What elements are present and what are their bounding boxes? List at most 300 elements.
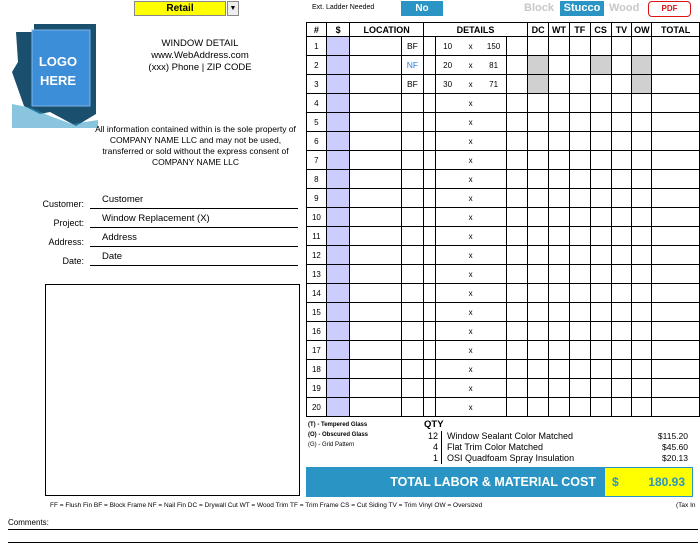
option-wt-cell[interactable] <box>549 341 570 360</box>
material-block-option[interactable]: Block <box>524 2 554 14</box>
option-ow-cell[interactable] <box>632 94 652 113</box>
frame-type-cell[interactable] <box>401 246 423 265</box>
location-cell[interactable] <box>350 37 402 56</box>
option-tv-cell[interactable] <box>611 398 632 417</box>
option-ow-cell[interactable] <box>632 113 652 132</box>
location-cell[interactable] <box>350 379 402 398</box>
location-cell[interactable] <box>350 113 402 132</box>
table-row <box>307 37 700 56</box>
option-tf-cell[interactable] <box>569 265 590 284</box>
option-ow-cell[interactable] <box>632 284 652 303</box>
details-extra-cell[interactable] <box>506 322 528 341</box>
location-cell[interactable] <box>350 227 402 246</box>
ladder-label: Ext. Ladder Needed <box>312 4 375 11</box>
row-sort-cell[interactable] <box>326 265 350 284</box>
spacer-cell <box>423 189 435 208</box>
row-sort-cell[interactable] <box>326 113 350 132</box>
location-cell[interactable] <box>350 75 402 94</box>
row-sort-cell[interactable] <box>326 75 350 94</box>
option-ow-cell[interactable] <box>632 379 652 398</box>
option-tv-cell[interactable] <box>611 341 632 360</box>
row-sort-cell[interactable] <box>326 37 350 56</box>
details-extra-cell[interactable] <box>506 246 528 265</box>
spacer-cell <box>423 322 435 341</box>
row-sort-cell[interactable] <box>326 246 350 265</box>
frame-type-cell[interactable]: BF <box>401 37 423 56</box>
option-tv-cell[interactable] <box>611 56 632 75</box>
option-cs-cell[interactable] <box>590 170 611 189</box>
spacer-cell <box>423 113 435 132</box>
option-dc-cell[interactable] <box>528 189 549 208</box>
dimensions-cell[interactable] <box>435 75 506 94</box>
col-header-tf: TF <box>569 23 590 37</box>
project-field[interactable]: Window Replacement (X) <box>90 212 298 228</box>
option-tf-cell[interactable] <box>569 75 590 94</box>
row-total-cell <box>652 56 700 75</box>
option-wt-cell[interactable] <box>549 170 570 189</box>
spacer-cell <box>423 227 435 246</box>
option-wt-cell[interactable] <box>549 151 570 170</box>
spacer-cell <box>423 284 435 303</box>
option-dc-cell[interactable] <box>528 132 549 151</box>
location-cell[interactable] <box>350 398 402 417</box>
option-cs-cell[interactable] <box>590 56 611 75</box>
location-cell[interactable] <box>350 284 402 303</box>
frame-type-cell[interactable] <box>401 170 423 189</box>
row-number: 16 <box>307 322 327 341</box>
row-number: 5 <box>307 113 327 132</box>
option-tv-cell[interactable] <box>611 113 632 132</box>
option-cs-cell[interactable] <box>590 132 611 151</box>
option-ow-cell[interactable] <box>632 132 652 151</box>
dimensions-cell[interactable] <box>435 303 506 322</box>
option-tf-cell[interactable] <box>569 360 590 379</box>
option-tf-cell[interactable] <box>569 379 590 398</box>
total-amount: 180.93 <box>648 475 685 489</box>
option-tv-cell[interactable] <box>611 170 632 189</box>
option-cs-cell[interactable] <box>590 75 611 94</box>
details-extra-cell[interactable] <box>506 360 528 379</box>
row-sort-cell[interactable] <box>326 170 350 189</box>
option-dc-cell[interactable] <box>528 56 549 75</box>
option-cs-cell[interactable] <box>590 303 611 322</box>
frame-type-cell[interactable] <box>401 379 423 398</box>
option-tf-cell[interactable] <box>569 170 590 189</box>
option-ow-cell[interactable] <box>632 246 652 265</box>
row-total-cell <box>652 75 700 94</box>
option-tv-cell[interactable] <box>611 189 632 208</box>
dimensions-cell[interactable] <box>435 360 506 379</box>
option-tf-cell[interactable] <box>569 284 590 303</box>
option-wt-cell[interactable] <box>549 284 570 303</box>
option-cs-cell[interactable] <box>590 94 611 113</box>
option-dc-cell[interactable] <box>528 322 549 341</box>
option-ow-cell[interactable] <box>632 398 652 417</box>
frame-type-cell[interactable] <box>401 303 423 322</box>
document-title: WINDOW DETAIL <box>161 38 239 49</box>
row-sort-cell[interactable] <box>326 284 350 303</box>
option-cs-cell[interactable] <box>590 265 611 284</box>
option-tf-cell[interactable] <box>569 132 590 151</box>
option-dc-cell[interactable] <box>528 360 549 379</box>
option-ow-cell[interactable] <box>632 341 652 360</box>
dimensions-cell[interactable] <box>435 208 506 227</box>
row-sort-cell[interactable] <box>326 151 350 170</box>
details-extra-cell[interactable] <box>506 208 528 227</box>
option-dc-cell[interactable] <box>528 246 549 265</box>
row-sort-cell[interactable] <box>326 56 350 75</box>
window-table <box>306 22 700 417</box>
row-sort-cell[interactable] <box>326 379 350 398</box>
details-extra-cell[interactable] <box>506 227 528 246</box>
dimensions-cell[interactable] <box>435 170 506 189</box>
option-wt-cell[interactable] <box>549 322 570 341</box>
extra-item-desc: Flat Trim Color Matched <box>447 442 544 452</box>
frame-type-cell[interactable] <box>401 265 423 284</box>
option-dc-cell[interactable] <box>528 75 549 94</box>
option-tv-cell[interactable] <box>611 303 632 322</box>
total-label: TOTAL LABOR & MATERIAL COST <box>306 467 604 497</box>
option-tv-cell[interactable] <box>611 265 632 284</box>
option-dc-cell[interactable] <box>528 341 549 360</box>
location-cell[interactable] <box>350 189 402 208</box>
row-sort-cell[interactable] <box>326 227 350 246</box>
option-cs-cell[interactable] <box>590 113 611 132</box>
option-tf-cell[interactable] <box>569 246 590 265</box>
glass-grid: (G) - Grid Pattern <box>308 442 355 448</box>
option-ow-cell[interactable] <box>632 56 652 75</box>
details-extra-cell[interactable] <box>506 189 528 208</box>
table-row <box>307 284 700 303</box>
option-wt-cell[interactable] <box>549 113 570 132</box>
dimensions-cell[interactable] <box>435 284 506 303</box>
spacer-cell <box>423 151 435 170</box>
dimensions-cell[interactable] <box>435 56 506 75</box>
option-wt-cell[interactable] <box>549 303 570 322</box>
sketch-area[interactable] <box>45 284 300 496</box>
option-tf-cell[interactable] <box>569 113 590 132</box>
frame-type-cell[interactable] <box>401 151 423 170</box>
option-wt-cell[interactable] <box>549 189 570 208</box>
option-dc-cell[interactable] <box>528 151 549 170</box>
option-wt-cell[interactable] <box>549 360 570 379</box>
times-sign: x <box>468 288 473 298</box>
row-number: 1 <box>307 37 327 56</box>
option-cs-cell[interactable] <box>590 360 611 379</box>
row-number: 9 <box>307 189 327 208</box>
times-sign: x <box>468 174 473 184</box>
extra-item-qty[interactable]: 4 <box>424 442 442 453</box>
option-wt-cell[interactable] <box>549 208 570 227</box>
option-ow-cell[interactable] <box>632 151 652 170</box>
option-dc-cell[interactable] <box>528 398 549 417</box>
option-ow-cell[interactable] <box>632 75 652 94</box>
frame-type-cell[interactable] <box>401 189 423 208</box>
option-tv-cell[interactable] <box>611 151 632 170</box>
dimensions-cell[interactable] <box>435 341 506 360</box>
company-logo <box>10 22 102 128</box>
details-extra-cell[interactable] <box>506 113 528 132</box>
details-extra-cell[interactable] <box>506 151 528 170</box>
dimensions-cell[interactable] <box>435 189 506 208</box>
location-cell[interactable] <box>350 265 402 284</box>
dimensions-cell[interactable] <box>435 246 506 265</box>
spacer-cell <box>423 170 435 189</box>
ladder-toggle[interactable]: No <box>401 1 443 16</box>
option-tf-cell[interactable] <box>569 94 590 113</box>
option-tf-cell[interactable] <box>569 151 590 170</box>
width-value[interactable]: 30 <box>443 79 453 89</box>
option-cs-cell[interactable] <box>590 189 611 208</box>
option-ow-cell[interactable] <box>632 322 652 341</box>
frame-type-cell[interactable] <box>401 113 423 132</box>
row-sort-cell[interactable] <box>326 303 350 322</box>
details-extra-cell[interactable] <box>506 37 528 56</box>
frame-type-cell[interactable] <box>401 341 423 360</box>
material-stucco-option[interactable]: Stucco <box>560 1 604 16</box>
option-cs-cell[interactable] <box>590 398 611 417</box>
location-cell[interactable] <box>350 94 402 113</box>
option-ow-cell[interactable] <box>632 227 652 246</box>
times-sign: x <box>468 269 473 279</box>
details-extra-cell[interactable] <box>506 132 528 151</box>
option-cs-cell[interactable] <box>590 37 611 56</box>
option-tf-cell[interactable] <box>569 189 590 208</box>
extra-item-qty[interactable]: 1 <box>424 453 442 464</box>
dimensions-cell[interactable] <box>435 37 506 56</box>
option-cs-cell[interactable] <box>590 151 611 170</box>
pricing-mode-select[interactable]: Retail <box>134 1 226 16</box>
extra-item-desc: Window Sealant Color Matched <box>447 431 574 441</box>
frame-type-cell[interactable] <box>401 284 423 303</box>
table-row <box>307 303 700 322</box>
customer-label: Customer: <box>42 199 84 209</box>
details-extra-cell[interactable] <box>506 94 528 113</box>
option-wt-cell[interactable] <box>549 56 570 75</box>
option-cs-cell[interactable] <box>590 379 611 398</box>
extra-item-row <box>424 453 696 464</box>
option-tv-cell[interactable] <box>611 246 632 265</box>
option-tv-cell[interactable] <box>611 94 632 113</box>
option-tv-cell[interactable] <box>611 75 632 94</box>
times-sign: x <box>468 136 473 146</box>
frame-type-cell[interactable] <box>401 322 423 341</box>
times-sign: x <box>468 41 473 51</box>
height-value[interactable]: 81 <box>489 60 499 70</box>
date-label: Date: <box>62 256 84 266</box>
option-dc-cell[interactable] <box>528 113 549 132</box>
times-sign: x <box>468 383 473 393</box>
date-field[interactable]: Date <box>90 250 298 266</box>
option-tf-cell[interactable] <box>569 398 590 417</box>
dimensions-cell[interactable] <box>435 227 506 246</box>
frame-type-cell[interactable]: NF <box>401 56 423 75</box>
option-wt-cell[interactable] <box>549 94 570 113</box>
material-wood-option[interactable]: Wood <box>609 2 640 14</box>
frame-type-cell[interactable] <box>401 360 423 379</box>
option-cs-cell[interactable] <box>590 208 611 227</box>
dimensions-cell[interactable] <box>435 151 506 170</box>
option-wt-cell[interactable] <box>549 265 570 284</box>
option-dc-cell[interactable] <box>528 379 549 398</box>
option-dc-cell[interactable] <box>528 284 549 303</box>
option-tf-cell[interactable] <box>569 208 590 227</box>
location-cell[interactable] <box>350 132 402 151</box>
option-tf-cell[interactable] <box>569 303 590 322</box>
extra-item-price: $115.20 <box>657 431 688 441</box>
option-tv-cell[interactable] <box>611 360 632 379</box>
option-tf-cell[interactable] <box>569 227 590 246</box>
logo-line-2: HERE <box>39 73 77 88</box>
location-cell[interactable] <box>350 151 402 170</box>
option-tf-cell[interactable] <box>569 56 590 75</box>
location-cell[interactable] <box>350 56 402 75</box>
option-dc-cell[interactable] <box>528 208 549 227</box>
comments-line <box>8 542 698 543</box>
dimensions-cell[interactable] <box>435 132 506 151</box>
row-total-cell <box>652 151 700 170</box>
customer-field[interactable]: Customer <box>90 193 298 209</box>
details-extra-cell[interactable] <box>506 265 528 284</box>
option-cs-cell[interactable] <box>590 227 611 246</box>
row-sort-cell[interactable] <box>326 132 350 151</box>
abbreviation-legend: FF = Flush Fin BF = Block Frame NF = Nail Fin DC = Drywall Cut WT = Wood Trim TF = Trim Frame CS = Cut Siding TV = Trim Vinyl OW = Oversized <box>50 502 483 509</box>
option-ow-cell[interactable] <box>632 170 652 189</box>
row-sort-cell[interactable] <box>326 398 350 417</box>
option-wt-cell[interactable] <box>549 227 570 246</box>
option-ow-cell[interactable] <box>632 208 652 227</box>
row-sort-cell[interactable] <box>326 322 350 341</box>
address-field[interactable]: Address <box>90 231 298 247</box>
details-extra-cell[interactable] <box>506 379 528 398</box>
location-cell[interactable] <box>350 322 402 341</box>
width-value[interactable]: 10 <box>443 41 453 51</box>
row-number: 12 <box>307 246 327 265</box>
option-dc-cell[interactable] <box>528 227 549 246</box>
details-extra-cell[interactable] <box>506 284 528 303</box>
table-row <box>307 322 700 341</box>
option-tv-cell[interactable] <box>611 132 632 151</box>
option-tv-cell[interactable] <box>611 208 632 227</box>
table-row <box>307 360 700 379</box>
location-cell[interactable] <box>350 303 402 322</box>
option-ow-cell[interactable] <box>632 189 652 208</box>
chevron-down-icon[interactable]: ▼ <box>227 1 239 16</box>
height-value[interactable]: 150 <box>486 41 501 51</box>
option-wt-cell[interactable] <box>549 246 570 265</box>
row-sort-cell[interactable] <box>326 208 350 227</box>
option-wt-cell[interactable] <box>549 398 570 417</box>
frame-type-cell[interactable] <box>401 94 423 113</box>
details-extra-cell[interactable] <box>506 341 528 360</box>
row-number: 19 <box>307 379 327 398</box>
option-tv-cell[interactable] <box>611 227 632 246</box>
dimensions-cell[interactable] <box>435 398 506 417</box>
row-sort-cell[interactable] <box>326 189 350 208</box>
ownership-notice: All information contained within is the sole property of COMPANY NAME LLC and may not be used, transferred or sold without the express consent of COMPANY NAME LLC <box>95 124 296 167</box>
row-number: 13 <box>307 265 327 284</box>
option-tf-cell[interactable] <box>569 37 590 56</box>
frame-type-cell[interactable] <box>401 227 423 246</box>
option-wt-cell[interactable] <box>549 379 570 398</box>
row-sort-cell[interactable] <box>326 94 350 113</box>
table-row <box>307 113 700 132</box>
option-dc-cell[interactable] <box>528 37 549 56</box>
table-row <box>307 75 700 94</box>
dimensions-cell[interactable] <box>435 322 506 341</box>
col-header-sort: $ <box>326 23 350 37</box>
dimensions-cell[interactable] <box>435 379 506 398</box>
frame-type-cell[interactable] <box>401 208 423 227</box>
details-extra-cell[interactable] <box>506 398 528 417</box>
option-ow-cell[interactable] <box>632 303 652 322</box>
option-dc-cell[interactable] <box>528 303 549 322</box>
option-tv-cell[interactable] <box>611 37 632 56</box>
row-number: 14 <box>307 284 327 303</box>
frame-type-cell[interactable] <box>401 132 423 151</box>
location-cell[interactable] <box>350 246 402 265</box>
option-dc-cell[interactable] <box>528 94 549 113</box>
details-extra-cell[interactable] <box>506 56 528 75</box>
option-ow-cell[interactable] <box>632 37 652 56</box>
option-tv-cell[interactable] <box>611 379 632 398</box>
dimensions-cell[interactable] <box>435 94 506 113</box>
frame-type-cell[interactable] <box>401 398 423 417</box>
extra-item-qty[interactable]: 12 <box>424 431 442 442</box>
option-cs-cell[interactable] <box>590 246 611 265</box>
row-sort-cell[interactable] <box>326 341 350 360</box>
table-row <box>307 208 700 227</box>
option-tf-cell[interactable] <box>569 322 590 341</box>
option-dc-cell[interactable] <box>528 265 549 284</box>
row-total-cell <box>652 189 700 208</box>
option-tv-cell[interactable] <box>611 284 632 303</box>
details-extra-cell[interactable] <box>506 75 528 94</box>
option-tv-cell[interactable] <box>611 322 632 341</box>
option-tf-cell[interactable] <box>569 341 590 360</box>
row-total-cell <box>652 246 700 265</box>
option-wt-cell[interactable] <box>549 75 570 94</box>
option-cs-cell[interactable] <box>590 341 611 360</box>
row-total-cell <box>652 113 700 132</box>
table-row <box>307 132 700 151</box>
row-sort-cell[interactable] <box>326 360 350 379</box>
location-cell[interactable] <box>350 170 402 189</box>
location-cell[interactable] <box>350 360 402 379</box>
dimensions-cell[interactable] <box>435 265 506 284</box>
location-cell[interactable] <box>350 208 402 227</box>
option-ow-cell[interactable] <box>632 265 652 284</box>
details-extra-cell[interactable] <box>506 170 528 189</box>
option-cs-cell[interactable] <box>590 284 611 303</box>
option-ow-cell[interactable] <box>632 360 652 379</box>
times-sign: x <box>468 212 473 222</box>
option-wt-cell[interactable] <box>549 37 570 56</box>
frame-type-cell[interactable]: BF <box>401 75 423 94</box>
option-dc-cell[interactable] <box>528 170 549 189</box>
details-extra-cell[interactable] <box>506 303 528 322</box>
comments-field[interactable] <box>8 518 698 530</box>
pdf-export-button[interactable]: PDF <box>648 1 691 17</box>
row-number: 10 <box>307 208 327 227</box>
height-value[interactable]: 71 <box>489 79 499 89</box>
option-wt-cell[interactable] <box>549 132 570 151</box>
width-value[interactable]: 20 <box>443 60 453 70</box>
spacer-cell <box>423 246 435 265</box>
location-cell[interactable] <box>350 341 402 360</box>
option-cs-cell[interactable] <box>590 322 611 341</box>
dimensions-cell[interactable] <box>435 113 506 132</box>
